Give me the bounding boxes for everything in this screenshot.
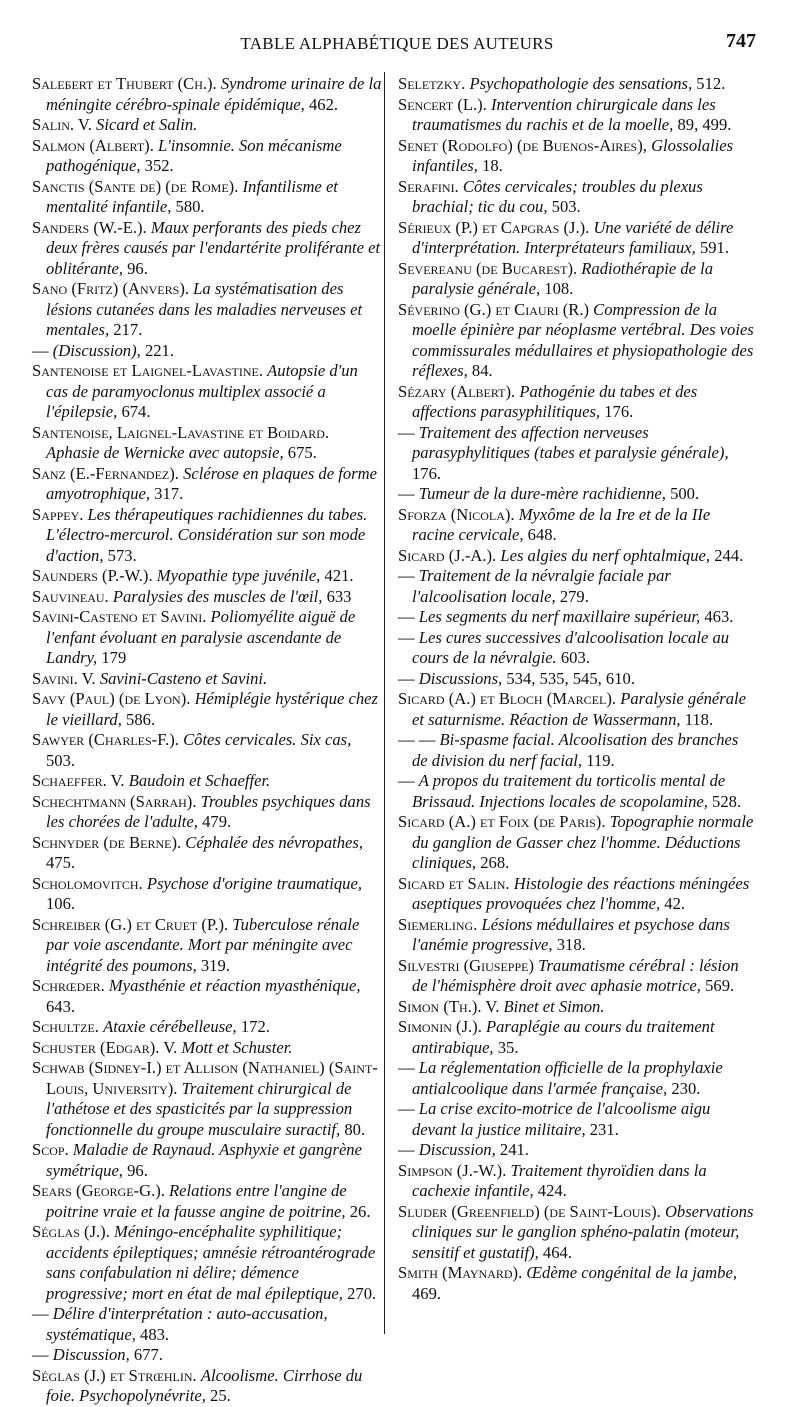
entry-ref: 25. — [210, 1386, 231, 1405]
entry-ref: 96. — [127, 1160, 148, 1180]
entry-ref: 230. — [671, 1078, 701, 1098]
entry-ref: 241. — [499, 1140, 529, 1159]
entry-ref: 317. — [154, 484, 184, 503]
entry-ref: 512. — [696, 74, 726, 93]
index-entry — [32, 689, 382, 730]
entry-title: Traitement de la névralgie faciale par l'alcoolisation locale, — [412, 566, 671, 606]
entry-author: Santenoise, Laignel-Lavastine et Boidard. — [32, 422, 330, 442]
entry-ref: 603. — [560, 648, 590, 667]
entry-title: Relations entre l'angine de poitrine vraie et la fausse angine de poitrine, — [46, 1181, 347, 1221]
index-entry — [32, 177, 382, 218]
entry-title: Histologie des réactions méningées aseptiques provoquées chez l'homme, — [412, 873, 750, 913]
entry-author: Smith (Maynard). — [398, 1263, 523, 1282]
entry-ref: 279. — [559, 586, 589, 606]
entry-author: — — [398, 1058, 415, 1077]
index-entry — [32, 74, 382, 115]
entry-author: Sluder (Greenfield) (de Saint-Louis). — [398, 1201, 661, 1221]
entry-author: Savini. V. — [32, 668, 96, 688]
index-entry — [398, 259, 754, 300]
entry-author: Séglas (J.) et Strœhlin. — [32, 1365, 197, 1385]
index-entry — [398, 1161, 754, 1202]
entry-ref: 18. — [482, 156, 503, 175]
index-entry — [398, 1058, 754, 1099]
running-title: TABLE ALPHABÉTIQUE DES AUTEURS — [240, 34, 554, 53]
entry-title: Une variété de délire d'interprétation. Interprétateurs familiaux, — [412, 217, 734, 257]
index-entry — [398, 1140, 754, 1161]
index-entry — [32, 136, 382, 177]
entry-title: Maux perforants des pieds chez deux frères causés par l'endartérite proliférante et oblitérante, — [46, 217, 381, 278]
entry-title: Les algies du nerf ophtalmique, — [500, 545, 711, 565]
entry-title: Traumatisme cérébral : lésion de l'hémisphère droit avec aphasie motrice, — [412, 955, 739, 995]
entry-title: Sicard et Salin. — [96, 115, 198, 134]
entry-title: La crise excito-motrice de l'alcoolisme aigu devant la justice militaire, — [412, 1099, 711, 1139]
entry-title: Bi-spasme facial. Alcoolisation des branches de division du nerf facial, — [412, 730, 739, 770]
entry-author: Sanders (W.-E.). — [32, 217, 147, 237]
entry-ref: 643. — [46, 996, 76, 1016]
entry-ref: 221. — [144, 340, 174, 360]
entry-title: Binet et Simon. — [503, 996, 605, 1016]
entry-author: Salin. V. — [32, 115, 92, 134]
entry-title: Myasthénie et réaction myasthénique, — [108, 976, 361, 995]
entry-ref: 674. — [121, 402, 151, 421]
column-divider — [384, 72, 385, 1334]
entry-title: Psychose d'origine traumatique, — [146, 873, 362, 893]
entry-author: Schechtmann (Sarrah). — [32, 791, 197, 811]
entry-author: — — [398, 422, 415, 442]
entry-ref: 119. — [586, 750, 615, 770]
entry-author: Sicard et Salin. — [398, 873, 510, 893]
index-entry — [32, 915, 382, 977]
entry-title: Autopsie d'un cas de paramyoclonus multiplex associé a l'épilepsie, — [46, 361, 358, 421]
index-entry — [32, 771, 382, 792]
entry-author: Sawyer (Charles-F.). — [32, 730, 179, 749]
entry-title: Œdème congénital de la jambe, — [526, 1263, 737, 1282]
entry-ref: 633 — [326, 586, 352, 606]
index-entry — [32, 587, 382, 608]
index-entry — [398, 730, 754, 771]
entry-author: Severeanu (de Bucarest). — [398, 258, 578, 278]
index-entry — [32, 976, 382, 1017]
entry-author: Sano (Fritz) (Anvers). — [32, 279, 189, 298]
entry-title: Discussion, — [418, 1140, 496, 1159]
entry-ref: 244. — [714, 545, 744, 565]
index-entry — [32, 1038, 382, 1059]
entry-title: L'insomnie. Son mécanisme pathogénique, — [46, 135, 342, 175]
index-entry — [398, 1017, 754, 1058]
entry-author: Savini-Casteno et Savini. — [32, 607, 207, 626]
entry-author: Simonin (J.). — [398, 1017, 482, 1036]
entry-author: — — [32, 1345, 49, 1364]
entry-ref: 528. — [712, 791, 742, 811]
entry-ref: 176. — [412, 463, 442, 483]
entry-ref: 118. — [684, 709, 714, 729]
entry-author: Schnyder (de Berne). — [32, 832, 182, 852]
entry-author: Sforza (Nicola). — [398, 504, 515, 524]
entry-author: — — [398, 1099, 415, 1118]
entry-author: — — — [398, 730, 436, 749]
index-entry — [398, 628, 754, 669]
entry-title: (Discussion), — [52, 340, 141, 360]
entry-ref: 503. — [46, 750, 76, 770]
index-entry — [398, 382, 754, 423]
entry-ref: 231. — [589, 1119, 619, 1139]
entry-author: Santenoise et Laignel-Lavastine. — [32, 361, 264, 380]
entry-author: Sicard (J.-A.). — [398, 545, 497, 565]
index-entry — [398, 505, 754, 546]
entry-title: Côtes cervicales. Six cas, — [183, 730, 352, 749]
index-entry — [32, 1304, 382, 1345]
index-entry — [32, 833, 382, 874]
index-entry — [32, 566, 382, 587]
entry-title: Glossolalies infantiles, — [412, 135, 734, 175]
entry-title: A propos du traitement du torticolis mental de Brissaud. Injections locales de scopolamine, — [412, 771, 726, 811]
entry-ref: 270. — [347, 1283, 377, 1303]
entry-author: Serafini. — [398, 176, 459, 196]
entry-ref: 176. — [604, 402, 634, 421]
index-entry — [398, 874, 754, 915]
entry-ref: 464. — [542, 1242, 572, 1262]
index-entry — [398, 1263, 754, 1304]
entry-ref: 503. — [551, 197, 581, 216]
index-entry — [32, 464, 382, 505]
index-entry — [398, 812, 754, 874]
entry-author: — — [398, 627, 415, 647]
index-entry — [398, 915, 754, 956]
right-column — [398, 74, 754, 1304]
entry-ref: 80. — [344, 1119, 366, 1139]
entry-ref: 580. — [175, 197, 205, 216]
entry-title: Tumeur de la dure-mère rachidienne, — [418, 484, 666, 503]
index-entry — [398, 484, 754, 505]
index-entry — [32, 1366, 382, 1407]
entry-author: — — [398, 566, 415, 585]
entry-ref: 106. — [46, 894, 76, 913]
entry-title: Savini-Casteno et Savini. — [99, 668, 268, 688]
entry-title: Traitement des affection nerveuses parasyphylitiques (tabes et paralysie générale), — [412, 422, 729, 462]
entry-ref: 268. — [480, 853, 510, 872]
entry-ref: 463. — [704, 607, 734, 626]
entry-title: Radiothérapie de la paralysie générale, — [412, 258, 714, 298]
entry-title: Troubles psychiques dans les chorées de l'adulte, — [46, 791, 371, 831]
entry-title: Infantilisme et mentalité infantile, — [46, 176, 338, 216]
entry-author: — — [398, 771, 415, 790]
entry-ref: 352. — [144, 156, 174, 175]
index-entry — [32, 361, 382, 423]
entry-title: Baudoin et Schaeffer. — [128, 771, 271, 790]
index-entry — [32, 669, 382, 690]
entry-title: Compression de la moelle épinière par néoplasme vertébral. Des voies commissurales médullaires et physiopathologie des réflexes, — [412, 299, 754, 380]
index-entry — [32, 115, 382, 136]
entry-ref: 421. — [324, 566, 354, 585]
entry-ref: 648. — [527, 525, 557, 544]
entry-ref: 469. — [412, 1283, 442, 1303]
entry-author: — — [32, 1304, 49, 1323]
entry-author: Scop. — [32, 1140, 69, 1159]
entry-title: Aphasie de Wernicke avec autopsie, — [46, 443, 284, 462]
entry-title: Tuberculose rénale par voie ascendante. Mort par méningite avec intégrité des poumons, — [46, 914, 360, 975]
entry-title: Myxôme de la Ire et de la IIe racine cervicale, — [412, 504, 711, 544]
entry-author: Simon (Th.). V. — [398, 996, 500, 1016]
index-entry — [398, 566, 754, 607]
entry-title: La systématisation des lésions cutanées dans les maladies nerveuses et mentales, — [46, 279, 363, 339]
entry-ref: 318. — [556, 935, 586, 954]
entry-ref: 483. — [140, 1324, 170, 1344]
entry-ref: 172. — [240, 1017, 270, 1036]
entry-ref: 35. — [497, 1037, 519, 1057]
entry-ref: 89, 499. — [677, 115, 732, 134]
entry-title: Les cures successives d'alcoolisation locale au cours de la névralgie. — [412, 627, 730, 667]
entry-title: Délire d'interprétation : auto-accusation, systématique, — [46, 1304, 328, 1344]
entry-ref: 319. — [200, 955, 230, 975]
entry-title: Sclérose en plaques de forme amyotrophique, — [46, 463, 377, 503]
index-entry — [32, 730, 382, 771]
entry-title: Ataxie cérébelleuse, — [103, 1017, 237, 1036]
entry-author: Savy (Paul) (de Lyon). — [32, 689, 191, 708]
entry-author: Schaeffer. V. — [32, 771, 125, 790]
entry-author: Seletzky. — [398, 74, 466, 93]
entry-author: Senet (Rodolfo) (de Buenos-Aires), — [398, 135, 647, 155]
index-entry — [32, 874, 382, 915]
entry-ref: 475. — [46, 853, 76, 872]
index-entry — [32, 505, 382, 567]
entry-author: Séglas (J.). — [32, 1222, 110, 1241]
entry-author: Sézary (Albert). — [398, 381, 516, 401]
entry-ref: 573. — [107, 545, 137, 565]
entry-title: Pathogénie du tabes et des affections parasyphilitiques, — [412, 381, 698, 421]
entry-title: Les segments du nerf maxillaire supérieur, — [418, 607, 701, 626]
index-entry — [32, 1181, 382, 1222]
entry-title: Syndrome urinaire de la méningite cérébro-spinale épidémique, — [46, 74, 382, 114]
entry-author: Sicard (A.) et Bloch (Marcel). — [398, 689, 617, 708]
page-header — [38, 30, 756, 60]
entry-author: Sears (George-G.). — [32, 1181, 165, 1200]
entry-ref: 42. — [664, 894, 686, 913]
index-entry — [398, 956, 754, 997]
entry-author: Saunders (P.-W.). — [32, 566, 153, 585]
entry-title: Topographie normale du ganglion de Gasser chez l'homme. Déductions cliniques, — [412, 812, 754, 872]
entry-ref: 96. — [127, 258, 148, 278]
index-entry — [32, 423, 382, 464]
page-number: 747 — [726, 30, 756, 52]
entry-title: Mott et Schuster. — [181, 1037, 293, 1057]
entry-author: Simpson (J.-W.). — [398, 1160, 507, 1180]
entry-author: Schuster (Edgar). V. — [32, 1037, 178, 1057]
index-entry — [32, 1345, 382, 1366]
index-entry — [398, 95, 754, 136]
entry-author: Sanctis (Sante de) (de Rome). — [32, 176, 239, 196]
entry-author: Schrœder. — [32, 976, 105, 995]
entry-title: Traitement chirurgical de l'athétose et des spasticités par la suppression fonctionnelle du groupe musculaire suractif, — [46, 1078, 353, 1139]
entry-author: Sencert (L.). — [398, 94, 487, 114]
entry-title: Lésions médullaires et psychose dans l'anémie progressive, — [412, 914, 730, 954]
index-entry — [398, 546, 754, 567]
entry-ref: 462. — [308, 94, 339, 114]
entry-ref: 675. — [287, 443, 317, 462]
index-entry — [398, 771, 754, 812]
index-entry — [398, 423, 754, 485]
index-entry — [398, 1202, 754, 1264]
entry-title: Discussions, — [418, 668, 503, 688]
index-entry — [32, 218, 382, 280]
index-entry — [398, 74, 754, 95]
entry-author: Salmon (Albert). — [32, 135, 154, 155]
entry-author: Séverino (G.) et Ciauri (R.) — [398, 299, 589, 319]
index-entry — [398, 177, 754, 218]
entry-title: Discussion, — [52, 1345, 130, 1364]
entry-ref: 677. — [133, 1345, 163, 1364]
entry-title: Alcoolisme. Cirrhose du foie. Psychopolynévrite, — [46, 1365, 363, 1405]
entry-author: Sanz (E.-Fernandez). — [32, 463, 179, 483]
entry-author: Silvestri (Giuseppe) — [398, 955, 534, 975]
entry-title: Myopathie type juvénile, — [156, 566, 321, 585]
entry-title: Maladie de Raynaud. Asphyxie et gangrène symétrique, — [46, 1140, 362, 1180]
index-entry — [398, 218, 754, 259]
entry-ref: 591. — [699, 238, 729, 257]
entry-ref: 179 — [101, 648, 127, 667]
entry-author: Scholomovitch. — [32, 873, 143, 893]
entry-author: Sérieux (P.) et Capgras (J.). — [398, 217, 590, 237]
index-entry — [32, 341, 382, 362]
entry-title: Céphalée des névropathes, — [185, 832, 363, 852]
entry-ref: 217. — [113, 320, 143, 339]
entry-author: — — [398, 607, 415, 626]
entry-ref: 424. — [537, 1181, 567, 1200]
entry-author: — — [398, 1140, 415, 1159]
entry-author: — — [398, 484, 415, 503]
left-column — [32, 74, 382, 1407]
index-entry — [398, 136, 754, 177]
entry-ref: 479. — [202, 812, 232, 831]
entry-title: Paraplégie au cours du traitement antirabique, — [412, 1017, 715, 1057]
index-entry — [398, 689, 754, 730]
entry-author: Sicard (A.) et Foix (de Paris). — [398, 812, 606, 831]
entry-title: La réglementation officielle de la prophylaxie antialcoolique dans l'armée française, — [412, 1058, 723, 1098]
entry-title: Côtes cervicales; troubles du plexus brachial; tic du cou, — [412, 176, 703, 216]
entry-author: Sauvineau. — [32, 586, 109, 606]
entry-title: Psychopathologie des sensations, — [469, 74, 693, 93]
index-entry — [32, 1058, 382, 1140]
index-entry — [32, 607, 382, 669]
index-entry — [398, 300, 754, 382]
entry-title: Observations cliniques sur le ganglion sphéno-palatin (moteur, sensitif et gustatif), — [412, 1201, 754, 1262]
entry-author: — — [398, 668, 415, 688]
index-entry — [398, 1099, 754, 1140]
index-entry — [32, 792, 382, 833]
entry-ref: 84. — [471, 361, 493, 380]
index-entry — [398, 997, 754, 1018]
index-entry — [398, 607, 754, 628]
entry-ref: 534, 535, 545, 610. — [506, 668, 635, 688]
entry-author: Siemerling. — [398, 914, 478, 934]
entry-ref: 586. — [126, 709, 156, 729]
entry-author: Sappey. — [32, 504, 84, 524]
index-entry — [32, 279, 382, 341]
index-entry — [32, 1222, 382, 1304]
entry-ref: 26. — [349, 1201, 371, 1221]
entry-title: Intervention chirurgicale dans les traumatismes du rachis et de la moelle, — [412, 94, 716, 134]
entry-ref: 569. — [705, 976, 735, 995]
entry-title: Les thérapeutiques rachidiennes du tabes. L'électro-mercurol. Considération sur son mode d'action, — [46, 504, 368, 565]
entry-author: Schreiber (G.) et Cruet (P.). — [32, 914, 229, 934]
entry-author: Schwab (Sidney-I.) et Allison (Nathaniel) (Saint-Louis, University). — [32, 1058, 378, 1098]
entry-title: Traitement thyroïdien dans la cachexie infantile, — [412, 1160, 707, 1200]
index-entry — [32, 1017, 382, 1038]
entry-author: Schultze. — [32, 1017, 99, 1036]
index-entry — [398, 669, 754, 690]
entry-title: Paralysies des muscles de l'œil, — [112, 586, 323, 606]
entry-author: Saleбert et Thubert (Ch.). — [32, 74, 217, 93]
entry-ref: 500. — [670, 484, 700, 503]
index-entry — [32, 1140, 382, 1181]
entry-title: Paralysie générale et saturnisme. Réaction de Wassermann, — [412, 689, 746, 729]
entry-ref: 108. — [544, 279, 574, 298]
entry-title: Méningo-encéphalite syphilitique; accidents épileptiques; amnésie rétroantérograde sans confabulation ni délire; démence progressive; mort en état de mal épileptique, — [46, 1222, 376, 1303]
entry-title: Hémiplégie hystérique chez le vieillard, — [46, 689, 378, 729]
entry-title: Poliomyélite aiguë de l'enfant évoluant en paralysie ascendante de Landry, — [46, 607, 356, 667]
entry-author: — — [32, 340, 49, 360]
